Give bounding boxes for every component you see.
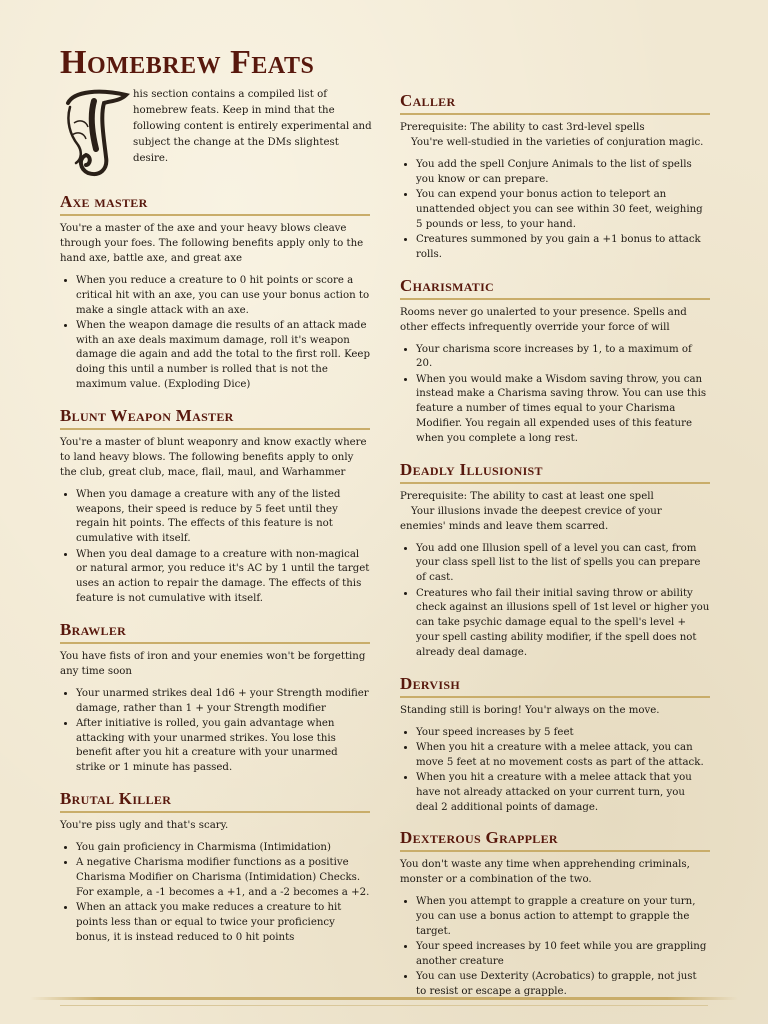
feat-benefit: • When you deal damage to a creature with non-magical or natural armor, you reduce it's AC by 1 until the target uses an action to repair the damage. The effects of this feature is not cumulative with itself. — [76, 548, 370, 607]
feat-benefit: • You add the spell Conjure Animals to the list of spells you know or can prepare. — [416, 158, 710, 188]
feat-section — [400, 829, 710, 1000]
feat-benefit: • A negative Charisma modifier functions as a positive Charisma Modifier on Charisma (Intimidation) Checks. For example, a -1 becomes a +1, and a -2 becomes a +2. — [76, 856, 370, 900]
feat-benefit: • When you damage a creature with any of the listed weapons, their speed is reduce by 5 feet until they regain hit points. The effects of this feature is not cumulative with itself. — [76, 488, 370, 547]
feat-benefit: • You can use Dexterity (Acrobatics) to grapple, not just to resist or escape a grapple. — [416, 970, 710, 1000]
feat-benefit-list — [400, 726, 710, 816]
feat-flavor-text: You're well-studied in the varieties of conjuration magic. — [411, 137, 704, 148]
intro-section — [60, 87, 370, 183]
feat-section — [60, 621, 370, 776]
feat-benefit: • Your speed increases by 10 feet while you are grappling another creature — [416, 940, 710, 970]
feat-description: Rooms never go unalerted to your presence. Spells and other effects infrequently override your force of will — [400, 306, 687, 333]
feat-section — [60, 407, 370, 607]
feat-benefit: • Your speed increases by 5 feet — [416, 726, 710, 741]
feat-section — [400, 461, 710, 661]
feat-benefit-list — [60, 687, 370, 776]
feat-benefit: • After initiative is rolled, you gain advantage when attacking with your unarmed strikes. You lose this benefit after you hit a creature with your unarmed strike or 1 minute has passed. — [76, 717, 370, 776]
drop-cap-letter — [60, 87, 132, 179]
feat-benefit: • When you would make a Wisdom saving throw, you can instead make a Charisma saving throw. You can use this feature a number of times equal to your Charisma Modifier. You regain all expended uses of this feature when you complete a long rest. — [416, 373, 710, 447]
feat-benefit: • When you attempt to grapple a creature on your turn, you can use a bonus action to attempt to grapple the target. — [416, 895, 710, 939]
feat-section — [400, 277, 710, 447]
feat-title: Blunt Weapon Master — [60, 407, 370, 430]
feat-title: Axe master — [60, 193, 370, 216]
feat-title: Dexterous Grappler — [400, 829, 710, 852]
feat-benefit: • You can expend your bonus action to teleport an unattended object you can see within 30 feet, weighing 5 pounds or less, to your hand. — [416, 188, 710, 232]
feat-benefit-list — [400, 542, 710, 661]
feat-benefit: • Your unarmed strikes deal 1d6 + your Strength modifier damage, rather than 1 + your Strength modifier — [76, 687, 370, 717]
feat-benefit: • When you hit a creature with a melee attack, you can move 5 feet at no movement costs as part of the attack. — [416, 741, 710, 771]
feat-benefit-list — [60, 274, 370, 393]
page-title: Homebrew Feats — [60, 44, 315, 81]
feat-description: You're a master of blunt weaponry and know exactly where to land heavy blows. The following benefits apply to only the club, great club, mace, flail, maul, and Warhammer — [60, 436, 367, 478]
feat-title: Caller — [400, 92, 710, 115]
feat-description: You're piss ugly and that's scary. — [60, 820, 229, 832]
feat-benefit: • Creatures summoned by you gain a +1 bonus to attack rolls. — [416, 233, 710, 263]
feat-description: Prerequisite: The ability to cast 3rd-level spells — [400, 122, 645, 133]
feat-description: Standing still is boring! You'r always on the move. — [400, 704, 660, 716]
feat-benefit: • Your charisma score increases by 1, to a maximum of 20. — [416, 343, 710, 373]
feat-title: Dervish — [400, 675, 710, 698]
feat-benefit: • When an attack you make reduces a creature to hit points less than or equal to twice your proficiency bonus, it is instead reduced to 0 hit points — [76, 901, 370, 945]
right-feat-list — [400, 92, 710, 1000]
footer-rule — [60, 1005, 708, 1006]
left-column — [60, 84, 370, 946]
feat-title: Charismatic — [400, 277, 710, 300]
feat-title: Deadly Illusionist — [400, 461, 710, 484]
feat-description: You have fists of iron and your enemies won't be forgetting any time soon — [60, 650, 366, 677]
feat-benefit-list — [400, 895, 710, 1000]
feat-benefit-list — [60, 841, 370, 946]
feat-section — [60, 193, 370, 393]
feat-description: Prerequisite: The ability to cast at least one spell — [400, 490, 654, 502]
intro-text: his section contains a compiled list of homebrew feats. Keep in mind that the following content is entirely experimental and subject the change at the DMs slightest desire. — [133, 89, 372, 164]
feat-section — [60, 790, 370, 946]
feat-benefit: • When you hit a creature with a melee attack that you have not already attacked on your current turn, you deal 2 additional points of damage. — [416, 771, 710, 815]
feat-benefit: • You add one Illusion spell of a level you can cast, from your class spell list to the list of spells you can prepare of cast. — [416, 542, 710, 586]
feat-title: Brutal Killer — [60, 790, 370, 813]
feat-benefit: • When the weapon damage die results of an attack made with an axe deals maximum damage, roll it's weapon damage die again and add the total to the first roll. Keep doing this until a number is rolled that is not the maximum value. (Exploding Dice) — [76, 319, 370, 393]
right-column — [400, 84, 710, 1000]
feat-benefit: • Creatures who fail their initial saving throw or ability check against an illusions spell of 1st level or higher you can take psychic damage equal to the spell's level + your spell casting ability modifier, if the spell does not already deal damage. — [416, 587, 710, 661]
feat-benefit: • You gain proficiency in Charmisma (Intimidation) — [76, 841, 370, 856]
feat-section — [400, 675, 710, 816]
feat-flavor-text: Your illusions invade the deepest crevice of your enemies' minds and leave them scarred. — [400, 505, 662, 532]
feat-title: Brawler — [60, 621, 370, 644]
feat-description: You don't waste any time when apprehending criminals, monster or a combination of the two. — [400, 859, 690, 886]
feat-benefit-list — [60, 488, 370, 607]
feat-description: You're a master of the axe and your heavy blows cleave through your foes. The following benefits apply only to the hand axe, battle axe, and great axe — [60, 223, 364, 264]
footer-ornament — [30, 997, 738, 1000]
feat-section — [400, 92, 710, 263]
left-feat-list — [60, 193, 370, 946]
feat-benefit-list — [400, 343, 710, 447]
drop-cap-glyph: T — [108, 135, 109, 136]
feat-benefit-list — [400, 158, 710, 263]
feat-benefit: • When you reduce a creature to 0 hit points or score a critical hit with an axe, you can use your bonus action to make a single attack with an axe. — [76, 274, 370, 318]
